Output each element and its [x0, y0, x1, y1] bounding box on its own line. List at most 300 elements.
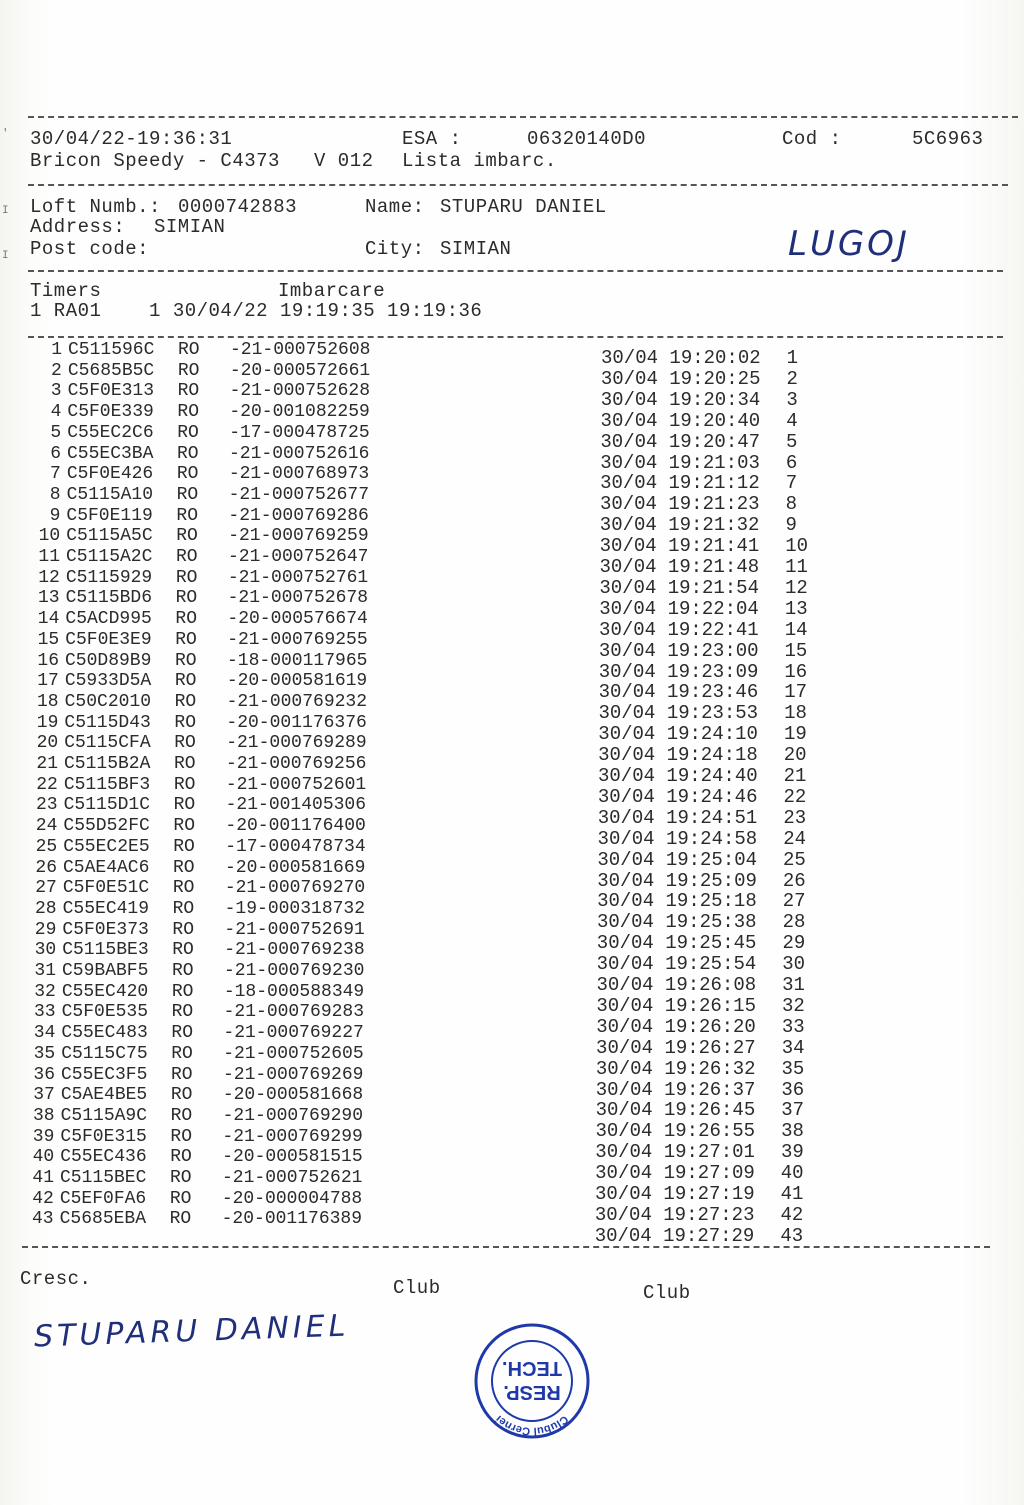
cell-ctry: RO	[171, 981, 194, 1002]
table-row-time	[598, 808, 824, 828]
cell-pos: 1	[786, 347, 799, 369]
cell-date: 30/04	[596, 953, 654, 976]
table-row	[28, 588, 368, 608]
cell-date: 30/04	[600, 430, 658, 453]
cell-band: -21-000752691	[224, 919, 365, 940]
cell-pos: 12	[784, 576, 808, 599]
cell-band: -21-000769286	[228, 505, 369, 526]
cell-ring: C5115CFA	[64, 733, 151, 754]
table-row	[27, 651, 367, 671]
cell-num: 41	[32, 1168, 54, 1188]
table-row-time	[601, 369, 827, 389]
cell-time: 19:20:02	[669, 347, 761, 369]
name-label: Name:	[365, 196, 425, 218]
cell-time: 19:24:51	[666, 806, 758, 829]
cell-date: 30/04	[597, 806, 655, 829]
cell-band: -21-000769270	[224, 878, 366, 899]
timers-label: Timers	[30, 280, 102, 302]
cell-time: 19:26:32	[664, 1057, 756, 1080]
cell-ctry: RO	[171, 1064, 193, 1085]
version: V 012	[314, 150, 374, 172]
cell-ctry: RO	[174, 712, 197, 733]
cell-date: 30/04	[600, 472, 658, 495]
club-label: Club	[393, 1277, 441, 1299]
cell-num: 42	[32, 1188, 54, 1209]
table-row	[22, 1147, 362, 1167]
cell-ctry: RO	[176, 484, 199, 505]
city-value: SIMIAN	[440, 238, 512, 260]
cell-pos: 28	[782, 911, 806, 934]
club-label: Club	[643, 1282, 691, 1304]
cell-time: 19:22:41	[667, 618, 759, 641]
cell-date: 30/04	[595, 1057, 653, 1080]
cell-date: 30/04	[599, 535, 657, 558]
cell-ctry: RO	[170, 1147, 192, 1168]
cell-ring: C5AE4BE5	[60, 1085, 148, 1106]
cell-time: 19:27:23	[663, 1203, 755, 1226]
cell-time: 19:26:27	[664, 1036, 756, 1059]
cell-ctry: RO	[176, 547, 198, 567]
cell-time: 19:20:40	[668, 409, 761, 432]
table-row	[26, 713, 366, 733]
cell-ring: C5F0E339	[67, 402, 154, 423]
cell-pos: 8	[785, 493, 797, 516]
cell-band: -21-000769259	[228, 526, 369, 547]
cell-ctry: RO	[171, 1043, 193, 1064]
table-row	[30, 381, 370, 401]
cell-date: 30/04	[599, 576, 657, 599]
cell-ctry: RO	[175, 629, 197, 650]
cell-ctry: RO	[174, 733, 196, 754]
cell-num: 7	[50, 464, 61, 485]
cell-ring: C5685EBA	[59, 1209, 147, 1230]
loft-label: Loft Numb.:	[30, 196, 161, 218]
cell-band: -17-000478725	[229, 422, 370, 443]
table-row	[25, 816, 365, 836]
cell-time: 19:20:34	[669, 388, 761, 411]
cell-ring: C5115929	[65, 567, 153, 588]
table-row	[22, 1168, 362, 1188]
cell-num: 4	[50, 402, 62, 423]
cell-ctry: RO	[169, 1209, 192, 1230]
cell-band: -21-000769227	[223, 1023, 364, 1044]
cell-num: 31	[34, 961, 56, 981]
cell-ring: C5115D1C	[63, 795, 151, 816]
cell-date: 30/04	[596, 911, 654, 934]
cell-num: 27	[35, 878, 57, 899]
table-row	[29, 444, 369, 464]
cell-ctry: RO	[170, 1126, 193, 1147]
table-row	[29, 402, 369, 422]
cell-ctry: RO	[174, 691, 197, 712]
table-row	[29, 423, 369, 443]
cell-ctry: RO	[172, 878, 195, 899]
cell-band: -21-000769232	[226, 691, 368, 712]
cell-time: 19:27:09	[663, 1162, 755, 1185]
cell-date: 30/04	[600, 409, 658, 432]
cell-time: 19:21:41	[668, 535, 760, 558]
cell-pos: 9	[785, 514, 797, 537]
cell-pos: 20	[783, 744, 807, 767]
cell-band: -21-000752601	[225, 774, 367, 795]
table-row-time	[600, 515, 826, 535]
cell-date: 30/04	[595, 1078, 653, 1101]
cell-date: 30/04	[599, 556, 657, 578]
cell-time: 19:23:09	[667, 660, 759, 683]
table-row-time	[597, 850, 823, 870]
cell-ring: C5685B5C	[67, 360, 155, 381]
imbarcare-label: Imbarcare	[278, 280, 386, 302]
cell-pos: 31	[782, 974, 805, 996]
cell-band: -21-000752647	[228, 547, 369, 567]
table-row-time	[601, 348, 827, 368]
table-row-time	[595, 1184, 821, 1204]
cell-time: 19:21:12	[668, 472, 760, 495]
print-datetime: 30/04/22-19:36:31	[30, 128, 233, 150]
table-row	[26, 754, 366, 774]
table-row-time	[597, 975, 823, 995]
cell-num: 33	[34, 1002, 56, 1023]
table-row-time	[600, 432, 826, 452]
table-row	[30, 340, 370, 360]
cell-num: 11	[38, 547, 60, 567]
cell-band: -20-001176400	[225, 816, 366, 837]
cell-num: 39	[32, 1126, 55, 1147]
cell-ctry: RO	[178, 340, 200, 360]
table-row	[25, 878, 365, 898]
cell-band: -20-000576674	[227, 609, 368, 630]
cell-num: 10	[38, 526, 61, 547]
cell-time: 19:25:45	[665, 932, 757, 955]
cell-time: 19:24:58	[665, 827, 758, 850]
cell-num: 5	[50, 422, 62, 443]
cell-time: 19:26:45	[664, 1099, 756, 1122]
cell-pos: 15	[784, 639, 808, 662]
table-row-time	[599, 578, 825, 598]
cell-num: 6	[50, 443, 61, 464]
cell-ring: C5F0E315	[60, 1126, 147, 1147]
cell-band: -21-000769299	[222, 1126, 363, 1147]
cell-pos: 42	[780, 1203, 804, 1226]
cell-pos: 41	[780, 1183, 804, 1205]
cell-ctry: RO	[177, 402, 200, 423]
cell-ctry: RO	[174, 671, 197, 692]
cell-pos: 39	[780, 1141, 804, 1164]
table-row	[30, 361, 370, 381]
cell-time: 19:24:10	[666, 723, 758, 746]
cell-pos: 43	[780, 1224, 804, 1247]
table-row	[23, 1085, 363, 1105]
cell-num: 40	[32, 1147, 55, 1168]
table-row	[22, 1209, 362, 1229]
address-label: Address:	[30, 216, 126, 238]
cell-band: -21-000769290	[222, 1105, 364, 1126]
table-row-time	[598, 724, 824, 744]
cell-time: 19:21:48	[667, 556, 760, 578]
table-row	[26, 733, 366, 753]
table-row-time	[599, 599, 825, 619]
cell-ctry: RO	[172, 961, 194, 981]
cell-pos: 3	[786, 388, 798, 411]
loft-value: 0000742883	[178, 196, 298, 218]
cell-ring: C5115D43	[64, 712, 151, 733]
table-row-time	[596, 1080, 822, 1100]
cell-date: 30/04	[599, 493, 657, 516]
cell-pos: 35	[781, 1057, 805, 1080]
table-row-time	[598, 703, 824, 723]
table-row-time	[599, 620, 825, 640]
cell-ring: C5115B2A	[64, 754, 151, 774]
cell-ring: C55EC3F5	[61, 1064, 148, 1085]
cell-ring: C5115BF3	[63, 774, 151, 795]
cell-date: 30/04	[599, 597, 657, 620]
table-row-time	[599, 662, 825, 682]
cell-num: 24	[35, 816, 58, 837]
cell-num: 35	[33, 1043, 56, 1064]
cell-ctry: RO	[172, 898, 195, 919]
table-row	[25, 899, 365, 919]
cell-ctry: RO	[174, 754, 196, 774]
cell-ring: C5F0E313	[67, 381, 155, 402]
cell-pos: 6	[785, 451, 798, 474]
cell-time: 19:25:04	[665, 848, 758, 871]
cell-pos: 10	[785, 535, 809, 558]
cell-ring: C55EC436	[60, 1147, 147, 1168]
cell-num: 23	[36, 795, 58, 816]
cell-num: 2	[51, 360, 62, 381]
table-row	[24, 1002, 364, 1022]
esa-value: 06320140D0	[527, 128, 647, 150]
cell-ring: C5115BD6	[65, 588, 153, 609]
cell-ring: C5115A5C	[66, 526, 153, 547]
cell-pos: 16	[784, 660, 808, 683]
stamp-inner-ring	[492, 1341, 572, 1421]
cell-date: 30/04	[598, 723, 656, 746]
cresc-label: Cresc.	[20, 1268, 92, 1290]
cell-ring: C5AE4AC6	[63, 857, 150, 878]
cell-pos: 30	[782, 953, 806, 976]
cell-num: 13	[38, 588, 60, 609]
cell-num: 30	[34, 940, 57, 961]
cell-time: 19:24:18	[666, 744, 758, 767]
pigeon-list	[30, 340, 830, 1247]
cell-ctry: RO	[170, 1168, 192, 1188]
cell-band: -21-000752761	[227, 567, 369, 588]
cell-num: 37	[33, 1085, 55, 1106]
cell-date: 30/04	[597, 869, 655, 892]
table-row	[29, 485, 369, 505]
cell-ctry: RO	[177, 381, 200, 402]
address-value: SIMIAN	[154, 216, 226, 238]
cell-time: 19:24:46	[666, 785, 758, 808]
cell-num: 16	[37, 650, 59, 671]
cell-ctry: RO	[177, 443, 199, 464]
cell-time: 19:26:55	[663, 1120, 756, 1143]
cell-num: 26	[35, 857, 57, 878]
table-row-time	[595, 1121, 821, 1141]
table-row	[23, 1065, 363, 1085]
cell-band: -21-000769230	[224, 961, 365, 981]
cell-band: -20-000572661	[229, 360, 371, 381]
cell-ring: C5F0E535	[61, 1002, 149, 1023]
cell-time: 19:27:29	[663, 1224, 755, 1247]
cell-pos: 21	[783, 765, 807, 787]
cell-ring: C5F0E119	[66, 505, 153, 526]
cell-pos: 22	[783, 785, 807, 808]
cell-ring: C5933D5A	[64, 671, 152, 692]
cell-date: 30/04	[596, 974, 654, 996]
table-row	[22, 1189, 362, 1209]
cell-ring: C50C2010	[64, 691, 152, 712]
table-row-time	[596, 1059, 822, 1079]
cell-pos: 23	[783, 806, 807, 829]
cell-pos: 27	[782, 890, 806, 913]
cell-date: 30/04	[598, 681, 656, 704]
cell-ctry: RO	[173, 795, 196, 816]
cell-ctry: RO	[175, 588, 198, 609]
cell-pos: 19	[783, 723, 807, 746]
cell-band: -21-000752678	[227, 588, 369, 609]
cell-date: 30/04	[596, 1036, 654, 1059]
table-row-time	[595, 1226, 821, 1246]
cell-ctry: RO	[170, 1085, 193, 1106]
cell-date: 30/04	[597, 785, 655, 808]
cell-date: 30/04	[598, 639, 656, 662]
cell-band: -20-001176376	[226, 712, 367, 733]
cell-ring: C55EC483	[61, 1023, 148, 1044]
cell-band: -21-000752677	[228, 484, 370, 505]
cell-date: 30/04	[598, 765, 656, 787]
cell-date: 30/04	[599, 618, 657, 641]
cell-ring: C55EC2C6	[67, 422, 154, 443]
cell-date: 30/04	[600, 451, 658, 474]
table-row-time	[595, 1142, 821, 1162]
table-row-time	[599, 641, 825, 661]
cell-date: 30/04	[594, 1224, 652, 1247]
cell-ring: C5115BE3	[62, 940, 149, 961]
table-row	[26, 775, 366, 795]
cell-num: 19	[36, 712, 59, 733]
table-row	[25, 858, 365, 878]
cell-time: 19:21:03	[668, 451, 760, 474]
cell-band: -21-000752628	[229, 381, 371, 402]
cell-time: 19:25:09	[665, 869, 757, 892]
cell-pos: 4	[786, 409, 798, 432]
cell-pos: 2	[786, 367, 798, 390]
table-row	[27, 609, 367, 629]
race-name: Bricon Speedy - C4373	[30, 150, 280, 172]
table-row-time	[596, 1038, 822, 1058]
cell-ctry: RO	[173, 816, 196, 837]
cell-ctry: RO	[173, 836, 195, 857]
cell-ctry: RO	[171, 1002, 194, 1023]
cell-time: 19:25:38	[665, 911, 757, 934]
cell-ctry: RO	[172, 919, 195, 940]
edge-mark: I	[2, 250, 9, 262]
cell-time: 19:20:47	[668, 430, 761, 453]
table-row	[28, 526, 368, 546]
cell-time: 19:26:37	[664, 1078, 756, 1101]
cell-band: -21-000769289	[226, 733, 367, 754]
cell-ctry: RO	[173, 774, 196, 795]
cell-num: 15	[37, 629, 60, 650]
cell-band: -21-000769283	[223, 1002, 365, 1023]
cell-pos: 13	[784, 597, 808, 620]
cell-pos: 26	[782, 869, 806, 892]
cell-time: 19:22:04	[667, 597, 759, 620]
cell-date: 30/04	[598, 744, 656, 767]
cell-band: -21-000769255	[227, 629, 368, 650]
city-label: City:	[365, 238, 425, 260]
divider	[28, 270, 1003, 272]
esa-label: ESA :	[402, 128, 462, 150]
cell-band: -20-001176389	[221, 1209, 363, 1230]
cell-time: 19:20:25	[669, 367, 761, 390]
table-row	[27, 692, 367, 712]
cell-ring: C5F0E426	[66, 464, 154, 485]
cell-time: 19:27:01	[663, 1141, 755, 1164]
cod-label: Cod :	[782, 128, 842, 150]
cell-date: 30/04	[599, 514, 657, 537]
table-row-time	[595, 1163, 821, 1183]
cell-pos: 18	[784, 702, 807, 725]
cell-time: 19:26:15	[664, 994, 756, 1017]
table-row	[22, 1127, 362, 1147]
cell-band: -21-000768973	[228, 464, 370, 485]
cell-pos: 40	[780, 1162, 804, 1185]
cell-pos: 37	[781, 1099, 805, 1122]
cell-pos: 33	[781, 1015, 805, 1038]
cell-ring: C55EC420	[61, 981, 149, 1002]
cell-date: 30/04	[597, 848, 655, 871]
cell-ring: C55EC3BA	[67, 443, 154, 464]
timer-row: 1 RA01 1 30/04/22 19:19:35 19:19:36	[30, 300, 483, 322]
postcode-label: Post code:	[30, 238, 150, 260]
table-row-time	[600, 536, 826, 556]
cod-value: 5C6963	[912, 128, 984, 150]
cell-num: 3	[50, 381, 62, 402]
cell-ctry: RO	[172, 940, 194, 961]
cell-pos: 14	[784, 618, 808, 641]
cell-band: -19-000318732	[224, 898, 366, 919]
cell-date: 30/04	[597, 890, 655, 913]
divider	[22, 1246, 990, 1248]
cell-time: 19:23:53	[666, 702, 759, 725]
cell-num: 8	[49, 484, 61, 505]
cell-time: 19:27:19	[663, 1183, 755, 1205]
cell-pos: 34	[781, 1036, 805, 1059]
stamp-text-2: TECH.	[502, 1357, 562, 1379]
cell-ring: C5115A10	[66, 484, 154, 505]
table-row-time	[600, 557, 826, 577]
cell-date: 30/04	[600, 388, 658, 411]
cell-band: -20-000581668	[222, 1085, 364, 1106]
cell-band: -21-001405306	[225, 795, 367, 816]
table-row-time	[598, 787, 824, 807]
cell-ring: C5115BEC	[60, 1168, 147, 1188]
table-row	[25, 837, 365, 857]
cell-ctry: RO	[170, 1105, 193, 1126]
cell-time: 19:25:54	[665, 953, 757, 976]
club-stamp	[473, 1322, 591, 1440]
cell-time: 19:25:18	[665, 890, 757, 913]
cell-date: 30/04	[597, 827, 655, 850]
cell-ring: C511596C	[68, 340, 155, 360]
cell-ctry: RO	[173, 857, 195, 878]
cell-ctry: RO	[177, 360, 200, 381]
stamp-text-1: RESP.	[503, 1381, 561, 1403]
cell-date: 30/04	[595, 1141, 653, 1164]
